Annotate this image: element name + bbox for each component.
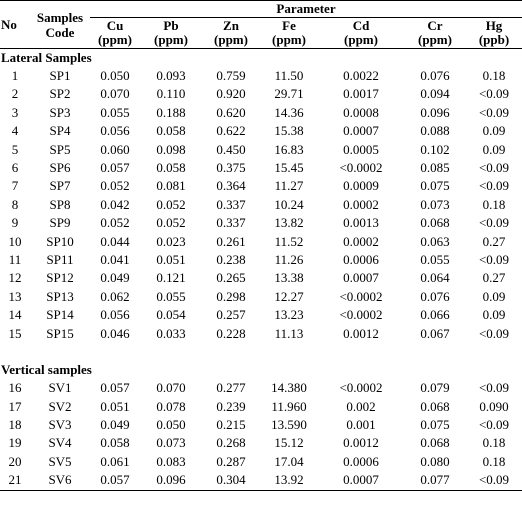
cell-zn: 0.620 xyxy=(216,104,246,120)
cell-zn: 0.298 xyxy=(216,288,246,304)
cell-sample-code: SP1 xyxy=(49,68,71,83)
cell-cr: 0.067 xyxy=(420,325,450,341)
cell-sample-code: SP13 xyxy=(46,288,74,304)
cell-sample-code: SP3 xyxy=(49,104,71,120)
cell-hg: 0.090 xyxy=(479,398,509,414)
cell-no: 14 xyxy=(8,307,22,323)
cell-fe: 12.27 xyxy=(274,288,304,304)
cell-sample-code: SP8 xyxy=(49,196,71,212)
cell-cd: <0.0002 xyxy=(339,380,383,396)
cell-no: 17 xyxy=(8,398,22,414)
cell-cu: 0.055 xyxy=(100,104,130,120)
cell-pb: 0.083 xyxy=(156,453,186,469)
cell-fe: 11.26 xyxy=(274,252,304,268)
cell-cr: 0.063 xyxy=(420,233,450,249)
cell-hg: <0.09 xyxy=(478,416,510,432)
table-row xyxy=(0,141,522,159)
cell-pb: 0.081 xyxy=(156,178,186,194)
cell-pb: 0.033 xyxy=(156,325,186,341)
table-row xyxy=(0,233,522,251)
cell-pb: 0.098 xyxy=(156,141,186,157)
cell-hg: 0.09 xyxy=(482,123,506,139)
cell-cu: 0.052 xyxy=(100,178,130,194)
cell-cr: 0.075 xyxy=(420,178,450,194)
header-samples-code-line1: Samples xyxy=(36,9,84,25)
cell-sample-code: SV6 xyxy=(48,472,72,488)
cell-no: 3 xyxy=(11,104,19,120)
cell-hg: 0.18 xyxy=(482,435,506,451)
cell-pb: 0.058 xyxy=(156,160,186,176)
cell-cr: 0.068 xyxy=(420,398,450,414)
cell-cr: 0.075 xyxy=(420,416,450,432)
cell-cr: 0.079 xyxy=(420,380,450,396)
table-row xyxy=(0,251,522,269)
cell-fe: 14.380 xyxy=(271,380,307,396)
cell-pb: 0.110 xyxy=(156,86,186,102)
cell-hg: <0.09 xyxy=(478,380,510,396)
cell-fe: 29.71 xyxy=(274,86,304,102)
cell-cu: 0.057 xyxy=(100,472,130,488)
cell-fe: 13.82 xyxy=(274,215,304,231)
cell-cr: 0.094 xyxy=(420,86,450,102)
cell-cd: 0.0022 xyxy=(343,68,379,83)
cell-cd: 0.0006 xyxy=(343,453,379,469)
cell-cr: 0.076 xyxy=(420,68,450,83)
cell-cd: <0.0002 xyxy=(339,288,383,304)
cell-cu: 0.056 xyxy=(100,307,130,323)
cell-hg: 0.09 xyxy=(482,288,506,304)
cell-cd: 0.0005 xyxy=(343,141,379,157)
cell-cr: 0.064 xyxy=(420,270,450,286)
cell-pb: 0.070 xyxy=(156,380,186,396)
cell-fe: 11.27 xyxy=(274,178,304,194)
cell-cu: 0.060 xyxy=(100,141,130,157)
cell-cr: 0.088 xyxy=(420,123,450,139)
cell-fe: 16.83 xyxy=(274,141,304,157)
table-row xyxy=(0,214,522,232)
cell-hg: <0.09 xyxy=(478,104,510,120)
cell-zn: 0.375 xyxy=(216,160,246,176)
header-samples-code-line2: Code xyxy=(45,24,75,40)
table-row xyxy=(0,122,522,140)
cell-zn: 0.238 xyxy=(216,252,246,268)
cell-hg: 0.27 xyxy=(482,233,506,249)
cell-pb: 0.073 xyxy=(156,435,186,451)
cell-pb: 0.096 xyxy=(156,472,186,488)
cell-hg: <0.09 xyxy=(478,472,510,488)
cell-zn: 0.450 xyxy=(216,141,246,157)
cell-no: 11 xyxy=(8,252,22,268)
cell-fe: 13.590 xyxy=(271,416,307,432)
cell-sample-code: SP10 xyxy=(46,233,74,249)
cell-pb: 0.078 xyxy=(156,398,186,414)
cell-zn: 0.265 xyxy=(216,270,246,286)
cell-cr: 0.066 xyxy=(420,307,450,323)
cell-no: 6 xyxy=(11,160,19,176)
cell-zn: 0.287 xyxy=(216,453,246,469)
cell-cu: 0.042 xyxy=(100,196,130,212)
header-cd: Cd (ppm) xyxy=(344,18,378,47)
cell-cu: 0.046 xyxy=(100,325,130,341)
cell-zn: 0.920 xyxy=(216,86,246,102)
cell-hg: <0.09 xyxy=(478,86,510,102)
table-row xyxy=(0,288,522,306)
cell-cu: 0.057 xyxy=(100,160,130,176)
cell-zn: 0.261 xyxy=(216,233,246,249)
cell-zn: 0.268 xyxy=(216,435,246,451)
table-row xyxy=(0,159,522,177)
cell-fe: 15.12 xyxy=(274,435,304,451)
section-title: Vertical samples xyxy=(1,362,92,378)
cell-cd: 0.0006 xyxy=(343,252,379,268)
header-fe: Fe (ppm) xyxy=(272,18,306,47)
table-row xyxy=(0,325,522,343)
cell-hg: 0.18 xyxy=(482,68,506,83)
cell-cr: 0.085 xyxy=(420,160,450,176)
cell-pb: 0.054 xyxy=(156,307,186,323)
section-heading-row xyxy=(0,361,522,379)
cell-cd: 0.002 xyxy=(346,398,376,414)
table-row xyxy=(0,196,522,214)
cell-hg: <0.09 xyxy=(478,160,510,176)
cell-cd: <0.0002 xyxy=(339,307,383,323)
cell-zn: 0.622 xyxy=(216,123,246,139)
cell-pb: 0.050 xyxy=(156,416,186,432)
cell-zn: 0.759 xyxy=(216,68,246,83)
cell-cr: 0.077 xyxy=(420,472,450,488)
cell-no: 10 xyxy=(8,233,22,249)
header-zn: Zn (ppm) xyxy=(214,18,248,47)
cell-no: 20 xyxy=(8,453,22,469)
cell-pb: 0.188 xyxy=(156,104,186,120)
cell-sample-code: SV2 xyxy=(48,398,72,414)
cell-no: 8 xyxy=(11,196,19,212)
cell-pb: 0.121 xyxy=(156,270,186,286)
cell-cu: 0.052 xyxy=(100,215,130,231)
cell-fe: 17.04 xyxy=(274,453,304,469)
cell-pb: 0.023 xyxy=(156,233,186,249)
cell-cr: 0.055 xyxy=(420,252,450,268)
cell-hg: <0.09 xyxy=(478,252,510,268)
cell-pb: 0.052 xyxy=(156,196,186,212)
cell-cr: 0.073 xyxy=(420,196,450,212)
table-row xyxy=(0,398,522,416)
cell-zn: 0.304 xyxy=(216,472,246,488)
cell-cd: 0.0002 xyxy=(343,196,379,212)
cell-cd: <0.0002 xyxy=(339,160,383,176)
cell-cu: 0.058 xyxy=(100,435,130,451)
cell-zn: 0.215 xyxy=(216,416,246,432)
header-hg: Hg (ppb) xyxy=(478,18,510,47)
cell-fe: 13.38 xyxy=(274,270,304,286)
cell-sample-code: SP9 xyxy=(49,215,71,231)
header-pb: Pb (ppm) xyxy=(154,18,188,47)
table-body xyxy=(0,49,522,491)
cell-no: 15 xyxy=(8,325,22,341)
bottom-rule xyxy=(0,490,522,491)
cell-fe: 15.38 xyxy=(274,123,304,139)
cell-no: 5 xyxy=(11,141,19,157)
cell-zn: 0.239 xyxy=(216,398,246,414)
cell-cd: 0.0013 xyxy=(343,215,379,231)
header-cr: Cr (ppm) xyxy=(418,18,452,47)
cell-cr: 0.096 xyxy=(420,104,450,120)
cell-sample-code: SV1 xyxy=(48,380,72,396)
cell-cu: 0.044 xyxy=(100,233,130,249)
cell-cd: 0.0012 xyxy=(343,435,379,451)
cell-no: 2 xyxy=(11,86,19,102)
cell-cu: 0.057 xyxy=(100,380,130,396)
cell-hg: <0.09 xyxy=(478,215,510,231)
cell-fe: 10.24 xyxy=(274,196,304,212)
cell-cd: 0.0008 xyxy=(343,104,379,120)
cell-sample-code: SP2 xyxy=(49,86,71,102)
cell-cd: 0.0007 xyxy=(343,472,379,488)
cell-cr: 0.068 xyxy=(420,215,450,231)
cell-hg: 0.18 xyxy=(482,453,506,469)
table-row xyxy=(0,306,522,324)
cell-no: 13 xyxy=(8,288,22,304)
cell-cr: 0.102 xyxy=(420,141,450,157)
cell-no: 9 xyxy=(11,215,19,231)
cell-cd: 0.0002 xyxy=(343,233,379,249)
cell-cd: 0.0012 xyxy=(343,325,379,341)
cell-fe: 11.13 xyxy=(274,325,304,341)
cell-cu: 0.041 xyxy=(100,252,130,268)
cell-sample-code: SP15 xyxy=(46,325,74,341)
cell-cu: 0.062 xyxy=(100,288,130,304)
cell-cu: 0.049 xyxy=(100,416,130,432)
cell-sample-code: SP12 xyxy=(46,270,74,286)
cell-no: 7 xyxy=(11,178,19,194)
cell-fe: 11.50 xyxy=(274,68,304,83)
cell-cd: 0.001 xyxy=(346,416,376,432)
header-samples-code xyxy=(30,1,90,49)
cell-fe: 11.960 xyxy=(271,398,307,414)
cell-cu: 0.070 xyxy=(100,86,130,102)
table-row xyxy=(0,471,522,489)
table-row xyxy=(0,379,522,397)
table-row xyxy=(0,85,522,103)
table-row xyxy=(0,269,522,287)
cell-sample-code: SP5 xyxy=(49,141,71,157)
cell-sample-code: SP4 xyxy=(49,123,71,139)
cell-pb: 0.052 xyxy=(156,215,186,231)
cell-cr: 0.080 xyxy=(420,453,450,469)
cell-cd: 0.0007 xyxy=(343,270,379,286)
cell-sample-code: SV5 xyxy=(48,453,72,469)
cell-zn: 0.337 xyxy=(216,215,246,231)
cell-zn: 0.364 xyxy=(216,178,246,194)
cell-sample-code: SV4 xyxy=(48,435,72,451)
cell-no: 1 xyxy=(11,68,19,83)
table-row xyxy=(0,177,522,195)
cell-no: 18 xyxy=(8,416,22,432)
cell-hg: 0.27 xyxy=(482,270,506,286)
cell-sample-code: SP14 xyxy=(46,307,74,323)
cell-fe: 14.36 xyxy=(274,104,304,120)
cell-sample-code: SP11 xyxy=(46,252,74,268)
header-cu: Cu (ppm) xyxy=(98,18,132,47)
table-row xyxy=(0,453,522,471)
cell-fe: 11.52 xyxy=(274,233,304,249)
cell-no: 12 xyxy=(8,270,22,286)
cell-fe: 15.45 xyxy=(274,160,304,176)
cell-pb: 0.055 xyxy=(156,288,186,304)
cell-fe: 13.92 xyxy=(274,472,304,488)
cell-cu: 0.050 xyxy=(100,68,130,83)
cell-cr: 0.076 xyxy=(420,288,450,304)
table-row xyxy=(0,67,522,85)
cell-zn: 0.337 xyxy=(216,196,246,212)
cell-cu: 0.056 xyxy=(100,123,130,139)
cell-no: 4 xyxy=(11,123,19,139)
header-no: No xyxy=(1,17,17,32)
section-title: Lateral Samples xyxy=(1,50,92,65)
cell-no: 21 xyxy=(8,472,22,488)
cell-pb: 0.093 xyxy=(156,68,186,83)
cell-zn: 0.228 xyxy=(216,325,246,341)
section-heading-row xyxy=(0,49,522,68)
table-row xyxy=(0,416,522,434)
cell-no: 16 xyxy=(8,380,22,396)
cell-pb: 0.051 xyxy=(156,252,186,268)
cell-pb: 0.058 xyxy=(156,123,186,139)
table-row xyxy=(0,434,522,452)
header-parameter: Parameter xyxy=(90,1,522,18)
cell-hg: <0.09 xyxy=(478,178,510,194)
cell-hg: 0.09 xyxy=(482,307,506,323)
cell-zn: 0.257 xyxy=(216,307,246,323)
section-spacer xyxy=(0,343,522,361)
cell-sample-code: SP6 xyxy=(49,160,71,176)
table-header xyxy=(0,1,522,49)
cell-hg: <0.09 xyxy=(478,325,510,341)
cell-hg: 0.18 xyxy=(482,196,506,212)
cell-sample-code: SV3 xyxy=(48,416,72,432)
cell-hg: 0.09 xyxy=(482,141,506,157)
cell-cd: 0.0007 xyxy=(343,123,379,139)
cell-fe: 13.23 xyxy=(274,307,304,323)
cell-cu: 0.061 xyxy=(100,453,130,469)
cell-cd: 0.0009 xyxy=(343,178,379,194)
cell-cr: 0.068 xyxy=(420,435,450,451)
cell-cd: 0.0017 xyxy=(343,86,379,102)
cell-sample-code: SP7 xyxy=(49,178,71,194)
cell-cu: 0.051 xyxy=(100,398,130,414)
cell-no: 19 xyxy=(8,435,22,451)
table-row xyxy=(0,104,522,122)
cell-cu: 0.049 xyxy=(100,270,130,286)
cell-zn: 0.277 xyxy=(216,380,246,396)
